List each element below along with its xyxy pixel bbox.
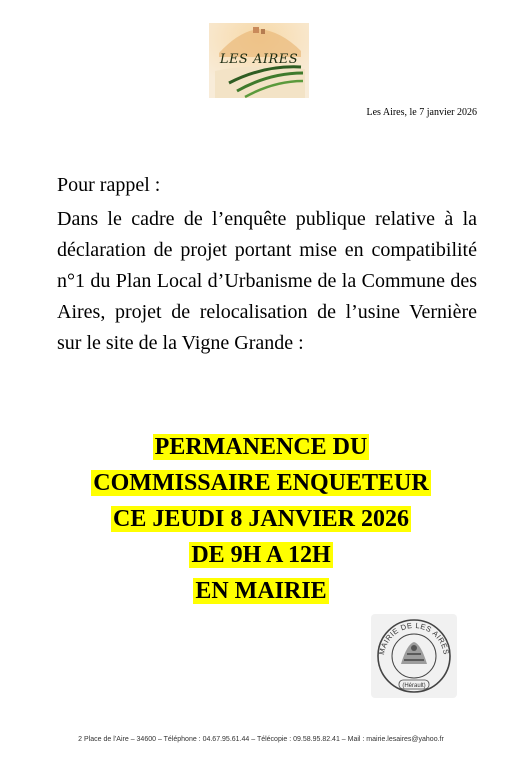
svg-text:MAIRIE DE LES AIRES: MAIRIE DE LES AIRES <box>377 620 451 656</box>
town-logo <box>209 23 309 98</box>
announcement-line: EN MAIRIE <box>195 578 327 604</box>
announcement-line: DE 9H A 12H <box>191 542 331 568</box>
footer-contact: 2 Place de l’Aire – 34600 – Téléphone : 04.67.95.61.44 – Télécopie : 09.58.95.82.41 – Mail : mairie.lesaires@yahoo.fr <box>78 736 444 743</box>
logo-text: LES AIRES <box>219 52 299 67</box>
intro-heading: Pour rappel : <box>57 174 161 196</box>
announcement-line: PERMANENCE DU <box>154 434 368 460</box>
announcement-line: COMMISSAIRE ENQUETEUR <box>93 470 429 496</box>
svg-text:(Hérault): (Hérault) <box>402 683 426 689</box>
intro-body: Dans le cadre de l’enquête publique relative à la déclaration de projet portant mise en compatibilité n°1 du Plan Local d’Urbanisme de la Commune des Aires, projet de relocalisation de l’usine Vernière sur le site de la Vigne Grande : <box>57 208 477 354</box>
announcement <box>40 429 482 609</box>
announcement-line: CE JEUDI 8 JANVIER 2026 <box>112 506 410 532</box>
document-date: Les Aires, le 7 janvier 2026 <box>366 107 477 118</box>
seal-stamp-icon <box>371 614 457 698</box>
mairie-seal <box>371 614 457 698</box>
intro-section <box>57 170 477 359</box>
